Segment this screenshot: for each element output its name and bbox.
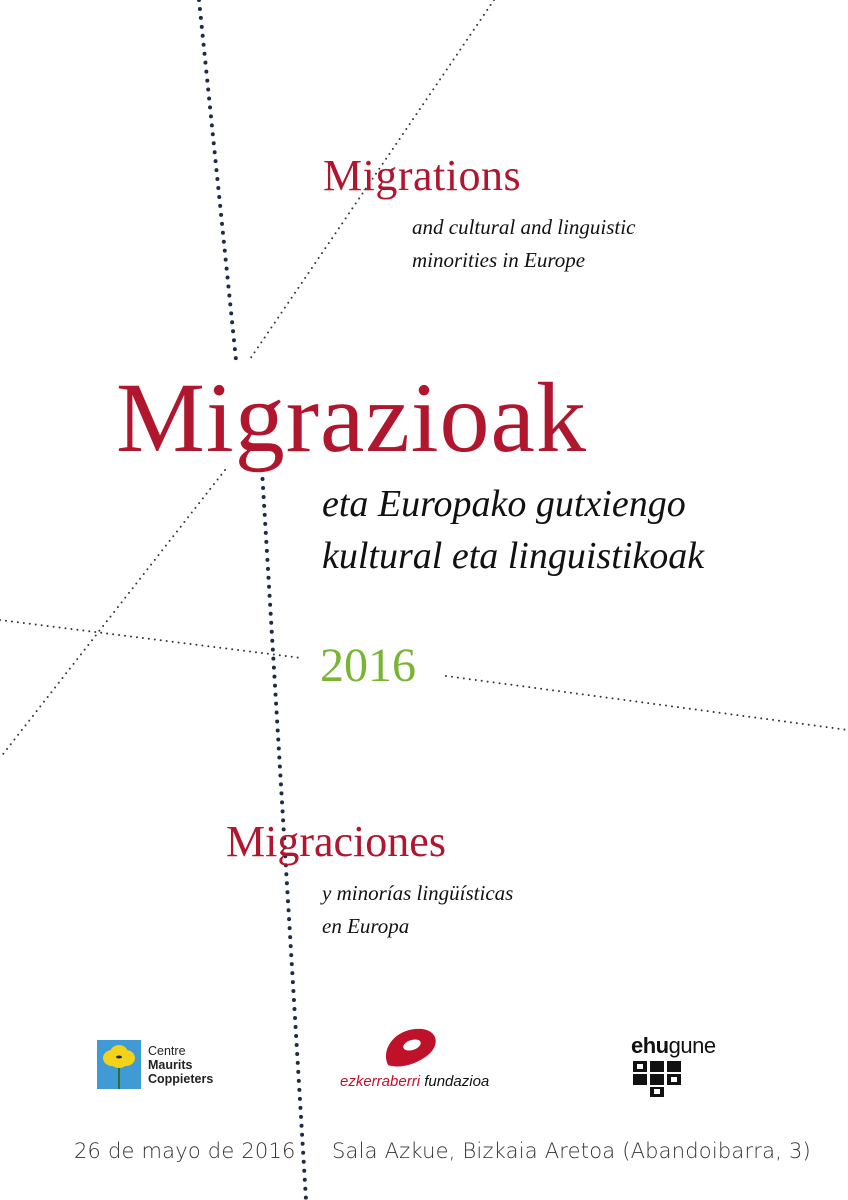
english-subtitle-line2: minorities in Europe — [412, 248, 586, 272]
ezkerraberri-fundazioa-logo — [340, 1025, 500, 1095]
cmc-line3: Coppieters — [148, 1072, 214, 1086]
event-date: 26 de mayo de 2016 — [74, 1139, 296, 1163]
spanish-subtitle-line2: en Europa — [322, 914, 410, 938]
ehugune-part1: ehu — [631, 1033, 669, 1058]
ehugune-wordmark — [631, 1033, 716, 1059]
year: 2016 — [320, 639, 416, 692]
basque-subtitle-line1: eta Europako gutxiengo — [322, 483, 686, 525]
ehugune-logo — [631, 1033, 741, 1103]
basque-title: Migrazioak — [116, 362, 587, 473]
ehugune-part2: gune — [668, 1033, 716, 1058]
ezkerraberri-text — [340, 1073, 489, 1090]
dotted-line-diagonal-lower — [0, 470, 225, 758]
dotted-line-vertical — [199, 0, 236, 360]
spanish-title: Migraciones — [226, 817, 446, 866]
english-subtitle-line1: and cultural and linguistic — [412, 215, 636, 239]
ezkerraberri-part1: ezkerraberri — [340, 1073, 421, 1090]
cmc-logo-text — [148, 1044, 213, 1086]
ezkerraberri-part2: fundazioa — [424, 1073, 490, 1090]
poppy-flower-icon — [97, 1040, 141, 1089]
red-leaf-icon — [378, 1025, 442, 1071]
basque-subtitle-line2: kultural eta linguistikoak — [322, 535, 705, 577]
english-title: Migrations — [323, 151, 522, 200]
university-shield-icon — [633, 1061, 681, 1097]
cmc-line1: Centre — [148, 1044, 186, 1058]
event-venue: Sala Azkue, Bizkaia Aretoa (Abandoibarra, 3) — [332, 1139, 811, 1163]
cmc-line2: Maurits — [148, 1058, 193, 1072]
spanish-subtitle-line1: y minorías lingüísticas — [322, 881, 514, 905]
dotted-line-horizontal-left — [0, 620, 302, 658]
dotted-line-horizontal-right — [446, 676, 848, 730]
centre-maurits-coppieters-logo — [97, 1040, 227, 1092]
